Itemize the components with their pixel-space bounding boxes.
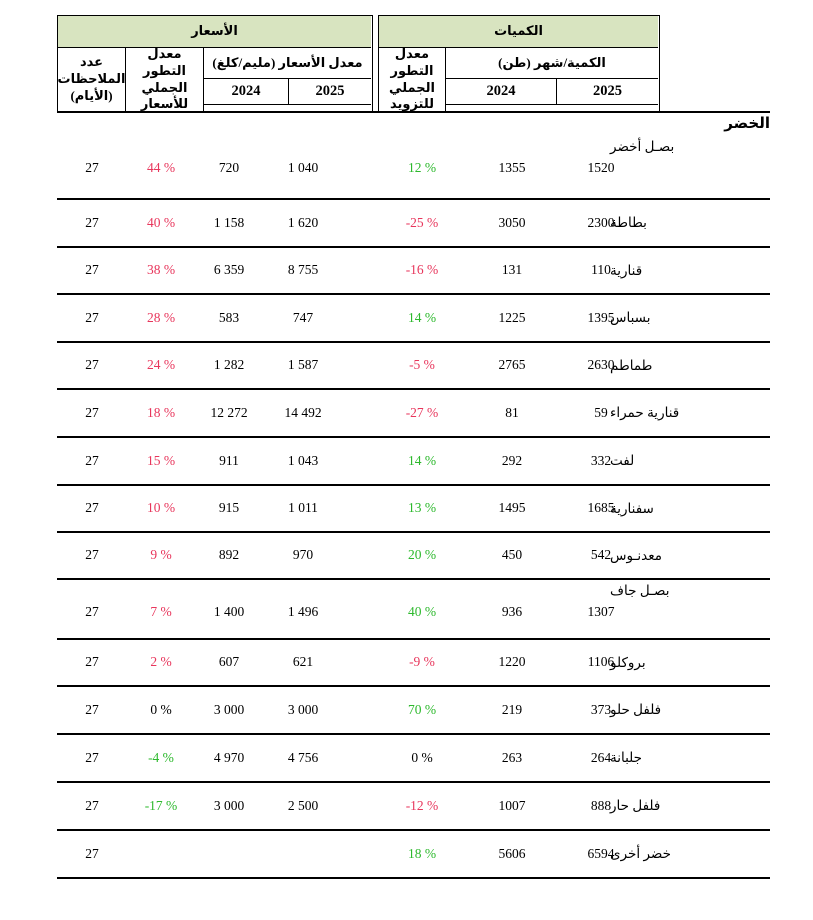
quantity-2024-cell: 81 <box>505 404 519 420</box>
supply-evolution-cell: -12 % <box>405 797 439 813</box>
price-2025-cell <box>263 831 343 877</box>
quantity-2024-cell: 131 <box>501 262 523 278</box>
price-2025-cell: 970 <box>292 547 314 563</box>
supply-evolution-column-header: معدل التطور الجملي للتزويد <box>379 48 446 111</box>
price-evolution-column-header: معدل التطور الجملي للأسعار <box>126 48 204 111</box>
price-evolution-cell: 40 % <box>146 214 176 230</box>
section-title-vegetables: الخضر <box>724 116 770 132</box>
row-name: بطاطة <box>610 215 647 230</box>
obs-cell: 27 <box>85 214 99 230</box>
average-price-column-header: معدل الأسعار (مليم/كلغ) <box>204 48 371 79</box>
supply-evolution-cell: 14 % <box>407 452 437 468</box>
table-row <box>57 295 770 343</box>
price-year-2025-header: 2025 <box>289 79 371 105</box>
table-row <box>57 200 770 248</box>
quantity-2024-cell: 450 <box>501 547 523 563</box>
obs-cell: 27 <box>85 309 99 325</box>
quantity-2025-cell: 542 <box>590 547 612 563</box>
price-2025-cell: 8 755 <box>287 262 319 278</box>
table-row <box>57 640 770 687</box>
price-2025-cell: 747 <box>292 309 314 325</box>
supply-evolution-cell: 18 % <box>407 845 437 861</box>
obs-cell: 27 <box>85 654 99 670</box>
price-evolution-cell: -17 % <box>144 797 178 813</box>
price-evolution-cell: 9 % <box>150 547 172 563</box>
price-evolution-cell: 7 % <box>150 604 172 619</box>
price-evolution-cell: 44 % <box>146 160 176 175</box>
row-name: طماطم <box>610 357 653 373</box>
supply-evolution-cell: -16 % <box>405 262 439 278</box>
price-2025-cell: 2 500 <box>287 797 319 813</box>
supply-evolution-cell: 70 % <box>407 701 437 717</box>
price-2024-cell: 1 282 <box>213 357 245 373</box>
price-evolution-cell: 18 % <box>146 404 176 420</box>
quantity-2025-cell: 1106 <box>587 654 615 670</box>
quantity-2024-cell: 936 <box>501 604 523 619</box>
obs-cell: 27 <box>85 547 99 563</box>
obs-cell: 27 <box>85 160 99 175</box>
row-name: سفنارية <box>610 500 654 516</box>
obs-cell: 27 <box>85 262 99 278</box>
table-row <box>57 136 770 200</box>
quantity-2025-cell: 373 <box>590 701 612 717</box>
table-row <box>57 783 770 831</box>
quantity-year-2024-header: 2024 <box>446 79 557 105</box>
obs-cell: 27 <box>85 749 99 765</box>
supply-evolution-cell: 13 % <box>407 500 437 516</box>
table-row <box>57 580 770 640</box>
obs-cell: 27 <box>85 845 99 861</box>
quantity-2025-cell: 2630 <box>587 357 615 373</box>
price-evolution-cell: 2 % <box>150 654 172 670</box>
price-evolution-cell: 28 % <box>146 309 176 325</box>
obs-cell: 27 <box>85 404 99 420</box>
price-2024-cell: 720 <box>218 160 240 175</box>
price-2024-cell: 12 272 <box>210 404 248 420</box>
table-row <box>57 486 770 533</box>
price-evolution-cell: -4 % <box>148 749 174 765</box>
quantity-2025-cell: 1685 <box>587 500 615 516</box>
quantity-2024-cell: 1355 <box>498 160 526 175</box>
quantity-2024-cell: 263 <box>501 749 523 765</box>
price-evolution-cell: 10 % <box>146 500 176 516</box>
price-2025-cell: 14 492 <box>284 404 322 420</box>
prices-header-table <box>57 15 373 113</box>
quantity-per-month-column-header: الكمية/شهر (طن) <box>446 48 658 79</box>
supply-evolution-cell: 0 % <box>411 749 433 765</box>
price-2024-cell: 1 158 <box>213 214 245 230</box>
quantity-year-2025-header: 2025 <box>557 79 658 105</box>
quantity-2024-cell: 3050 <box>498 214 526 230</box>
quantity-2024-cell: 1495 <box>498 500 526 516</box>
row-name: فلفل حار <box>610 798 661 813</box>
row-name: معدنـوس <box>610 547 662 563</box>
table-row <box>57 533 770 580</box>
price-2025-cell: 1 496 <box>287 604 319 619</box>
price-2024-cell: 915 <box>218 500 240 516</box>
quantity-2025-cell: 888 <box>590 797 612 813</box>
row-name: جلبانة <box>610 750 642 765</box>
supply-evolution-cell: 14 % <box>407 309 437 325</box>
price-2024-cell <box>189 831 269 877</box>
quantity-2024-cell: 219 <box>501 701 523 717</box>
quantity-2024-cell: 1225 <box>498 309 526 325</box>
price-2025-cell: 1 620 <box>287 214 319 230</box>
table-row <box>57 735 770 783</box>
supply-evolution-cell: 40 % <box>407 604 437 619</box>
price-evolution-cell <box>123 831 199 877</box>
price-2024-cell: 3 000 <box>213 797 245 813</box>
price-2024-cell: 4 970 <box>213 749 245 765</box>
row-name: لفت <box>610 453 635 468</box>
prices-group-header: الأسعار <box>58 16 371 48</box>
quantity-2025-cell: 332 <box>590 452 612 468</box>
quantity-2024-cell: 1007 <box>498 797 526 813</box>
row-name: بصـل أخضر <box>610 139 675 154</box>
price-evolution-cell: 38 % <box>146 262 176 278</box>
quantity-2025-cell: 110 <box>591 262 611 278</box>
price-2024-cell: 3 000 <box>213 701 245 717</box>
row-name: قنارية حمراء <box>610 405 680 420</box>
table-row <box>57 831 770 879</box>
supply-evolution-cell: 12 % <box>407 160 437 175</box>
table-row <box>57 687 770 735</box>
quantities-header-table <box>378 15 660 113</box>
table-row <box>57 343 770 390</box>
price-2024-cell: 1 400 <box>213 604 245 619</box>
supply-evolution-cell: -9 % <box>409 654 435 670</box>
obs-cell: 27 <box>85 797 99 813</box>
obs-cell: 27 <box>85 357 99 373</box>
quantity-2025-cell: 1520 <box>587 160 615 175</box>
price-2024-cell: 911 <box>219 452 239 468</box>
row-name: بصـل جاف <box>610 583 670 598</box>
price-evolution-cell: 0 % <box>150 701 172 717</box>
supply-evolution-cell: -5 % <box>409 357 435 373</box>
supply-evolution-cell: 20 % <box>407 547 437 563</box>
obs-cell: 27 <box>85 701 99 717</box>
row-name: فلفل حلو <box>610 702 662 717</box>
quantity-2025-cell: 1307 <box>587 604 615 619</box>
quantities-group-header: الكميات <box>379 16 658 48</box>
price-2025-cell: 1 587 <box>287 357 319 373</box>
quantity-2025-cell: 59 <box>594 404 608 420</box>
supply-evolution-cell: -25 % <box>405 214 439 230</box>
quantity-2024-cell: 1220 <box>498 654 526 670</box>
price-2025-cell: 4 756 <box>287 749 319 765</box>
obs-cell: 27 <box>85 500 99 516</box>
price-2025-cell: 3 000 <box>287 701 319 717</box>
quantity-2024-cell: 292 <box>501 452 523 468</box>
observations-column-header: عدد الملاحظات (الأيام) <box>58 48 126 111</box>
table-row <box>57 438 770 486</box>
quantity-2024-cell: 2765 <box>498 357 526 373</box>
price-2024-cell: 583 <box>218 309 240 325</box>
supply-evolution-cell: -27 % <box>405 404 439 420</box>
table-row <box>57 248 770 295</box>
price-evolution-cell: 24 % <box>146 357 176 373</box>
price-evolution-cell: 15 % <box>146 452 176 468</box>
row-name: بسباس <box>610 310 651 325</box>
price-2024-cell: 892 <box>218 547 240 563</box>
row-name: بروكلو <box>610 654 646 670</box>
price-year-2024-header: 2024 <box>204 79 289 105</box>
quantity-2024-cell: 5606 <box>498 845 526 861</box>
section-divider-line <box>57 111 770 113</box>
price-2025-cell: 621 <box>292 654 314 670</box>
quantity-2025-cell: 6594 <box>587 845 615 861</box>
price-2025-cell: 1 043 <box>287 452 319 468</box>
table-row <box>57 390 770 438</box>
row-name: خضر أخرى <box>610 846 671 861</box>
price-2025-cell: 1 040 <box>287 160 319 175</box>
obs-cell: 27 <box>85 604 99 619</box>
row-name: قنارية <box>610 262 643 278</box>
quantity-2025-cell: 1395 <box>587 309 615 325</box>
price-2024-cell: 607 <box>218 654 240 670</box>
quantity-2025-cell: 2300 <box>587 214 615 230</box>
price-2025-cell: 1 011 <box>288 500 318 516</box>
price-2024-cell: 6 359 <box>213 262 245 278</box>
obs-cell: 27 <box>85 452 99 468</box>
quantity-2025-cell: 264 <box>590 749 612 765</box>
